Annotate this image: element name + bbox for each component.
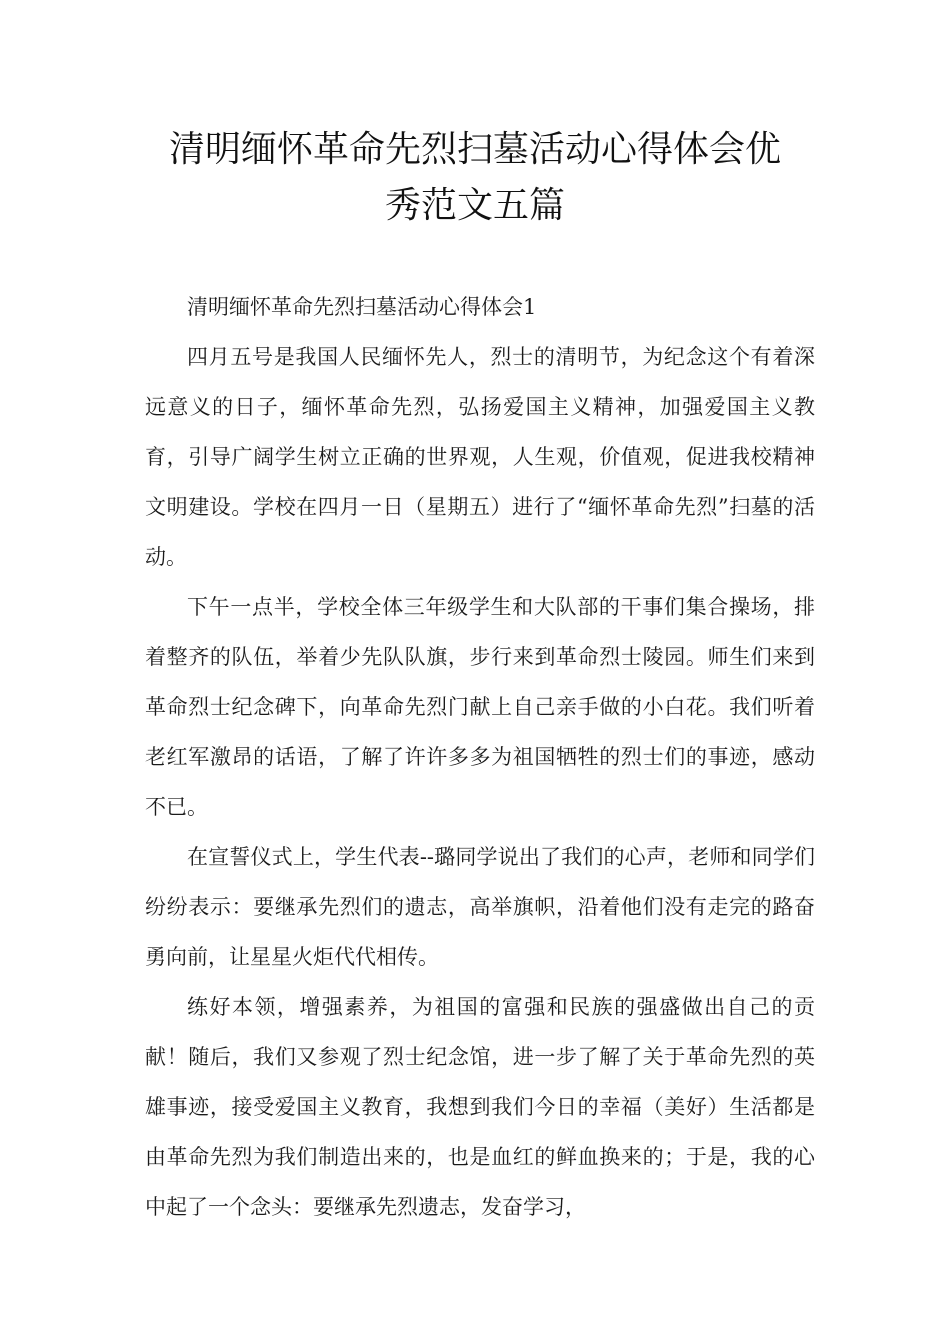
title-line-1: 清明缅怀革命先烈扫墓活动心得体会优 [168,129,781,170]
paragraph-3: 在宣誓仪式上，学生代表--璐同学说出了我们的心声，老师和同学们纷纷表示：要继承先烈们的遗志，高举旗帜，沿着他们没有走完的路奋勇向前，让星星火炬代代相传。 [145,845,815,969]
paragraph-4: 练好本领，增强素养，为祖国的富强和民族的强盛做出自己的贡献！随后，我们又参观了烈士纪念馆，进一步了解了关于革命先烈的英雄事迹，接受爱国主义教育，我想到我们今日的幸福（美好）生活都是由革命先烈为我们制造出来的，也是血红的鲜血换来的；于是，我的心中起了一个念头：要继承先烈遗志，发奋学习， [145,995,815,1219]
section-subheading: 清明缅怀革命先烈扫墓活动心得体会1 [187,295,537,319]
document-title [120,122,830,234]
title-line-2: 秀范文五篇 [384,185,565,226]
paragraph-2: 下午一点半，学校全体三年级学生和大队部的干事们集合操场，排着整齐的队伍，举着少先队队旗，步行来到革命烈士陵园。师生们来到革命烈士纪念碑下，向革命先烈门献上自己亲手做的小白花。我们听着老红军激昂的话语，了解了许许多多为祖国牺牲的烈士们的事迹，感动不已。 [145,595,815,819]
document-body [145,282,815,1232]
paragraph-1: 四月五号是我国人民缅怀先人，烈士的清明节，为纪念这个有着深远意义的日子，缅怀革命先烈，弘扬爱国主义精神，加强爱国主义教育，引导广阔学生树立正确的世界观，人生观，价值观，促进我校精神文明建设。学校在四月一日（星期五）进行了“缅怀革命先烈”扫墓的活动。 [145,345,815,569]
